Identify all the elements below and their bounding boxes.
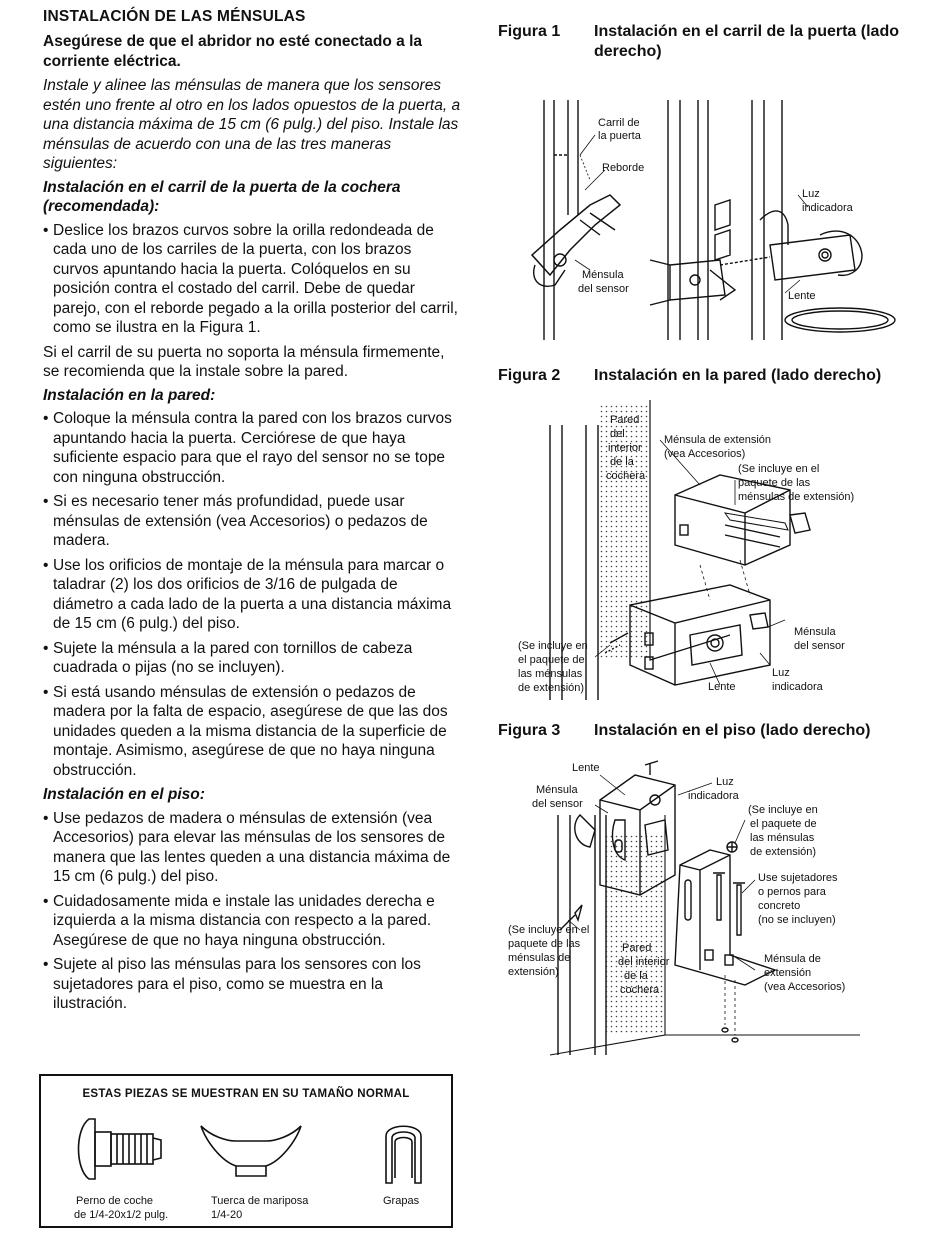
figure-2-caption: Instalación en la pared (lado derecho) (594, 367, 882, 384)
figure-2-number: Figura 2 (498, 367, 561, 384)
figure-2-title (498, 366, 881, 386)
track-install-list (43, 221, 461, 338)
wing-nut-icon (196, 1116, 306, 1186)
label-lente: Lente (708, 681, 736, 693)
label-inc2-a: (Se incluye en el (508, 924, 590, 936)
label-luz-b: indicadora (802, 202, 853, 214)
label-inc2-b: el paquete de (518, 654, 585, 666)
staple-caption: Grapas (383, 1195, 420, 1207)
label-inc2-c: las ménsulas (518, 668, 583, 680)
staple-icon (381, 1118, 426, 1188)
track-install-title: Instalación en el carril de la puerta de la cochera (recomendada): (43, 178, 401, 215)
bolt-caption (74, 1194, 168, 1222)
bolt-caption-line2: de 1/4-20x1/2 pulg. (74, 1209, 169, 1221)
label-inc-d: de extensión) (750, 846, 817, 858)
label-luz-a: Luz (772, 667, 790, 679)
label-reborde: Reborde (602, 162, 645, 174)
track-install-note: Si el carril de su puerta no soporta la ménsula firmemente, se recomienda que la instale sobre la pared. (43, 343, 445, 380)
list-item: • Sujete la ménsula a la pared con tornillos de cabeza cuadrada o pijas (no se incluyen). (43, 639, 461, 678)
list-item: • Coloque la ménsula contra la pared con los brazos curvos apuntando hacia la puerta. Cerciórese de que haya suficiente espacio para que el rayo del sensor no se tope con ninguna obstrucción. (43, 409, 461, 487)
label-use-d: (no se incluyen) (758, 914, 836, 926)
wall-install-title: Instalación en la pared: (43, 386, 216, 404)
list-item: • Use los orificios de montaje de la ménsula para marcar o taladrar (2) los dos orificios de 3/16 de pulgada de diámetro a cada lado de la puerta a una distancia máxima de 15 cm (6 pulg.) del piso. (43, 556, 461, 634)
instructions-column (43, 8, 461, 1019)
label-inc-c: ménsulas de extensión) (738, 491, 855, 503)
label-ext-a: Ménsula de (764, 953, 821, 965)
wall-install-list (43, 409, 461, 780)
label-use-a: Use sujetadores (758, 872, 838, 884)
actual-size-parts-box (39, 1074, 453, 1228)
section-heading: INSTALACIÓN DE LAS MÉNSULAS (43, 8, 306, 25)
figure-3-illustration (500, 755, 890, 1065)
label-pared-1: Pared (610, 414, 640, 426)
nut-caption-line1: Tuerca de mariposa (211, 1195, 309, 1207)
label-lente: Lente (572, 762, 600, 774)
nut-caption-line2: 1/4-20 (211, 1209, 243, 1221)
label-inc2-c: ménsulas de (508, 952, 571, 964)
label-luz-b: indicadora (772, 681, 823, 693)
label-ext-b: extensión (764, 967, 812, 979)
label-inc-b: el paquete de (750, 818, 817, 830)
label-pared-3: interior (608, 442, 642, 454)
list-item: • Si está usando ménsulas de extensión o pedazos de madera por la falta de espacio, asegúrese de que las dos unidades queden a la misma distancia de la superficie de montaje. Asimismo, asegúrese de que no haya ninguna obstrucción. (43, 683, 461, 781)
label-inc2-d: de extensión) (518, 682, 585, 694)
label-lente: Lente (788, 290, 816, 302)
label-inc-c: las ménsulas (750, 832, 815, 844)
label-pared-1: Pared (622, 942, 652, 954)
label-pared-5: cochera (606, 470, 646, 482)
label-mensula-b: del sensor (532, 798, 583, 810)
figure-3-caption: Instalación en el piso (lado derecho) (594, 722, 871, 739)
carriage-bolt-icon (71, 1114, 171, 1184)
figure-1-illustration (520, 95, 900, 345)
figure-1-caption: Instalación en el carril de la puerta (lado derecho) (594, 23, 899, 60)
label-inc2-d: extensión) (508, 966, 559, 978)
list-item: • Sujete al piso las ménsulas para los sensores con los sujetadores para el piso, como se muestra en la ilustración. (43, 955, 461, 1014)
list-item: • Si es necesario tener más profundidad, puede usar ménsulas de extensión (vea Accesorios) o pedazos de madera. (43, 492, 461, 551)
label-carril-b: la puerta (598, 130, 641, 142)
power-warning: Asegúrese de que el abridor no esté conectado a la corriente eléctrica. (43, 33, 423, 70)
label-ext-c: (vea Accesorios) (764, 981, 846, 993)
intro-paragraph: Instale y alinee las ménsulas de manera que los sensores estén uno frente al otro en los lados opuestos de la puerta, a una distancia máxima de 15 cm (6 pulg.) del piso. Instale las ménsulas de acuerdo con una de las tres maneras siguientes: (43, 77, 461, 172)
label-inc2-a: (Se incluye en (518, 640, 588, 652)
label-mensula-b: del sensor (578, 283, 629, 295)
label-ext-a: Ménsula de extensión (664, 434, 772, 446)
label-luz-a: Luz (716, 776, 734, 788)
bolt-caption-line1: Perno de coche (76, 1195, 154, 1207)
label-pared-3: de la (624, 970, 648, 982)
nut-caption (211, 1194, 308, 1222)
label-inc-a: (Se incluye en (748, 804, 818, 816)
label-mensula-a: Ménsula (536, 784, 578, 796)
list-item: • Cuidadosamente mida e instale las unidades derecha e izquierda a la misma distancia con respecto a la pared. Asegúrese de que no haya ninguna obstrucción. (43, 892, 461, 951)
figure-1-title (498, 22, 914, 62)
label-inc-b: paquete de las (738, 477, 811, 489)
label-pared-4: de la (610, 456, 634, 468)
parts-box-title: ESTAS PIEZAS SE MUESTRAN EN SU TAMAÑO NORMAL (82, 1088, 410, 1100)
label-pared-2: del interior (618, 956, 670, 968)
label-use-c: concreto (758, 900, 801, 912)
label-mensula-a: Ménsula (582, 269, 624, 281)
figure-1-number: Figura 1 (498, 23, 561, 40)
label-use-b: o pernos para (758, 886, 826, 898)
figure-2-illustration (510, 395, 890, 705)
list-item: • Use pedazos de madera o ménsulas de extensión (vea Accesorios) para elevar las ménsulas de los sensores de manera que las lentes queden a una distancia máxima de 15 cm (6 pulg.) del piso. (43, 809, 461, 887)
figure-3-title (498, 721, 871, 741)
label-carril-a: Carril de (598, 117, 640, 129)
label-pared-2: del (610, 428, 625, 440)
label-luz-b: indicadora (688, 790, 739, 802)
label-ext-b: (vea Accesorios) (664, 448, 746, 460)
figure-3-number: Figura 3 (498, 722, 561, 739)
label-pared-4: cochera (620, 984, 660, 996)
floor-install-title: Instalación en el piso: (43, 786, 205, 803)
label-inc2-b: paquete de las (508, 938, 581, 950)
floor-install-list (43, 809, 461, 1014)
label-inc-a: (Se incluye en el (738, 463, 820, 475)
label-sensor-a: Ménsula (794, 626, 836, 638)
list-item: • Deslice los brazos curvos sobre la orilla redondeada de cada uno de los carriles de la puerta, con los brazos curvos apuntando hacia la puerta. Colóquelos en su posición contra el costado del carril. Debe de quedar parejo, con el reborde pegado a la orilla posterior del carril, como se ilustra en la Figura 1. (43, 221, 461, 338)
label-luz-a: Luz (802, 188, 820, 200)
label-sensor-b: del sensor (794, 640, 845, 652)
